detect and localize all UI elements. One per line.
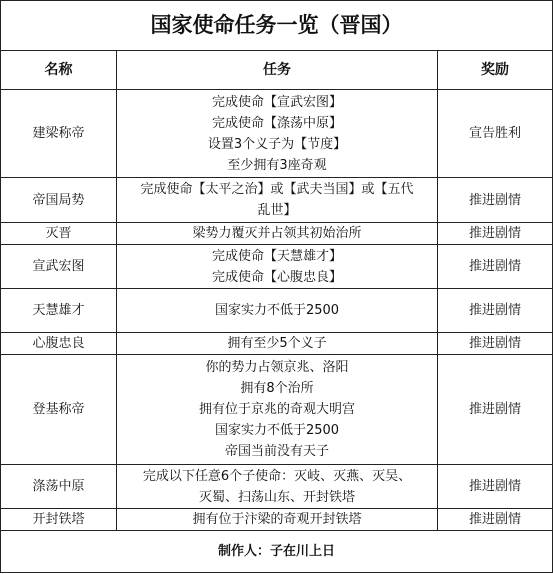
- task-line: 完成使命【天慧雄才】: [211, 248, 342, 264]
- mission-task: [117, 355, 438, 465]
- task-line: 你的势力占领京兆、洛阳: [205, 360, 349, 375]
- table-row: [1, 333, 553, 355]
- table-row: [1, 178, 553, 223]
- mission-name: 天慧雄才: [1, 289, 117, 333]
- mission-name: 灭晋: [1, 223, 117, 245]
- task-line: 国家实力不低于2500: [214, 423, 340, 438]
- task-line: 梁势力覆灭并占领其初始治所: [192, 226, 362, 241]
- table-row: [1, 355, 553, 465]
- task-line: 国家实力不低于2500: [214, 303, 340, 318]
- mission-task: [117, 465, 438, 509]
- table-row: [1, 509, 553, 531]
- table-row: [1, 90, 553, 178]
- task-line: 拥有8个治所: [240, 381, 314, 396]
- mission-task: [117, 289, 438, 333]
- task-line: 乱世】: [257, 203, 297, 218]
- header-reward: 奖励: [438, 51, 553, 90]
- table-row: [1, 289, 553, 333]
- mission-reward: 宣告胜利: [438, 90, 553, 178]
- header-task: 任务: [117, 51, 438, 90]
- mission-task: [117, 178, 438, 223]
- mission-name: 登基称帝: [1, 355, 117, 465]
- mission-task: [117, 223, 438, 245]
- mission-reward: 推进剧情: [438, 465, 553, 509]
- task-line: 至少拥有3座奇观: [227, 157, 327, 173]
- header-name: 名称: [1, 51, 117, 90]
- mission-task: [117, 90, 438, 178]
- mission-name: 涤荡中原: [1, 465, 117, 509]
- table-row: [1, 465, 553, 509]
- table-row: [1, 223, 553, 245]
- task-line: 完成使命【涤荡中原】: [211, 115, 342, 131]
- task-line: 拥有至少5个义子: [227, 336, 327, 351]
- task-line: 拥有位于京兆的奇观大明宫: [198, 402, 355, 417]
- mission-reward: 推进剧情: [438, 333, 553, 355]
- mission-task: [117, 245, 438, 289]
- task-line: 帝国当前没有天子: [224, 444, 329, 459]
- mission-name: 心腹忠良: [1, 333, 117, 355]
- mission-reward: 推进剧情: [438, 245, 553, 289]
- task-line: 完成使命【宣武宏图】: [211, 94, 342, 110]
- mission-name: 建梁称帝: [1, 90, 117, 178]
- table-row: [1, 245, 553, 289]
- mission-name: 帝国局势: [1, 178, 117, 223]
- mission-reward: 推进剧情: [438, 509, 553, 531]
- task-line: 设置3个义子为【节度】: [207, 136, 347, 152]
- task-line: 完成以下任意6个子使命：灭岐、灭燕、灭吴、: [142, 468, 412, 484]
- mission-name: 开封铁塔: [1, 509, 117, 531]
- mission-reward: 推进剧情: [438, 289, 553, 333]
- task-line: 拥有位于汴梁的奇观开封铁塔: [192, 512, 362, 527]
- mission-task: [117, 509, 438, 531]
- mission-reward: 推进剧情: [438, 355, 553, 465]
- mission-reward: 推进剧情: [438, 223, 553, 245]
- mission-reward: 推进剧情: [438, 178, 553, 223]
- mission-name: 宣武宏图: [1, 245, 117, 289]
- task-line: 灭蜀、扫荡山东、开封铁塔: [198, 489, 355, 505]
- mission-task: [117, 333, 438, 355]
- task-line: 完成使命【心腹忠良】: [211, 269, 342, 285]
- author-credit: 制作人：子在川上日: [1, 531, 553, 573]
- task-line: 完成使命【太平之治】或【武夫当国】或【五代: [140, 182, 414, 197]
- table-title: 国家使命任务一览（晋国）: [1, 1, 553, 51]
